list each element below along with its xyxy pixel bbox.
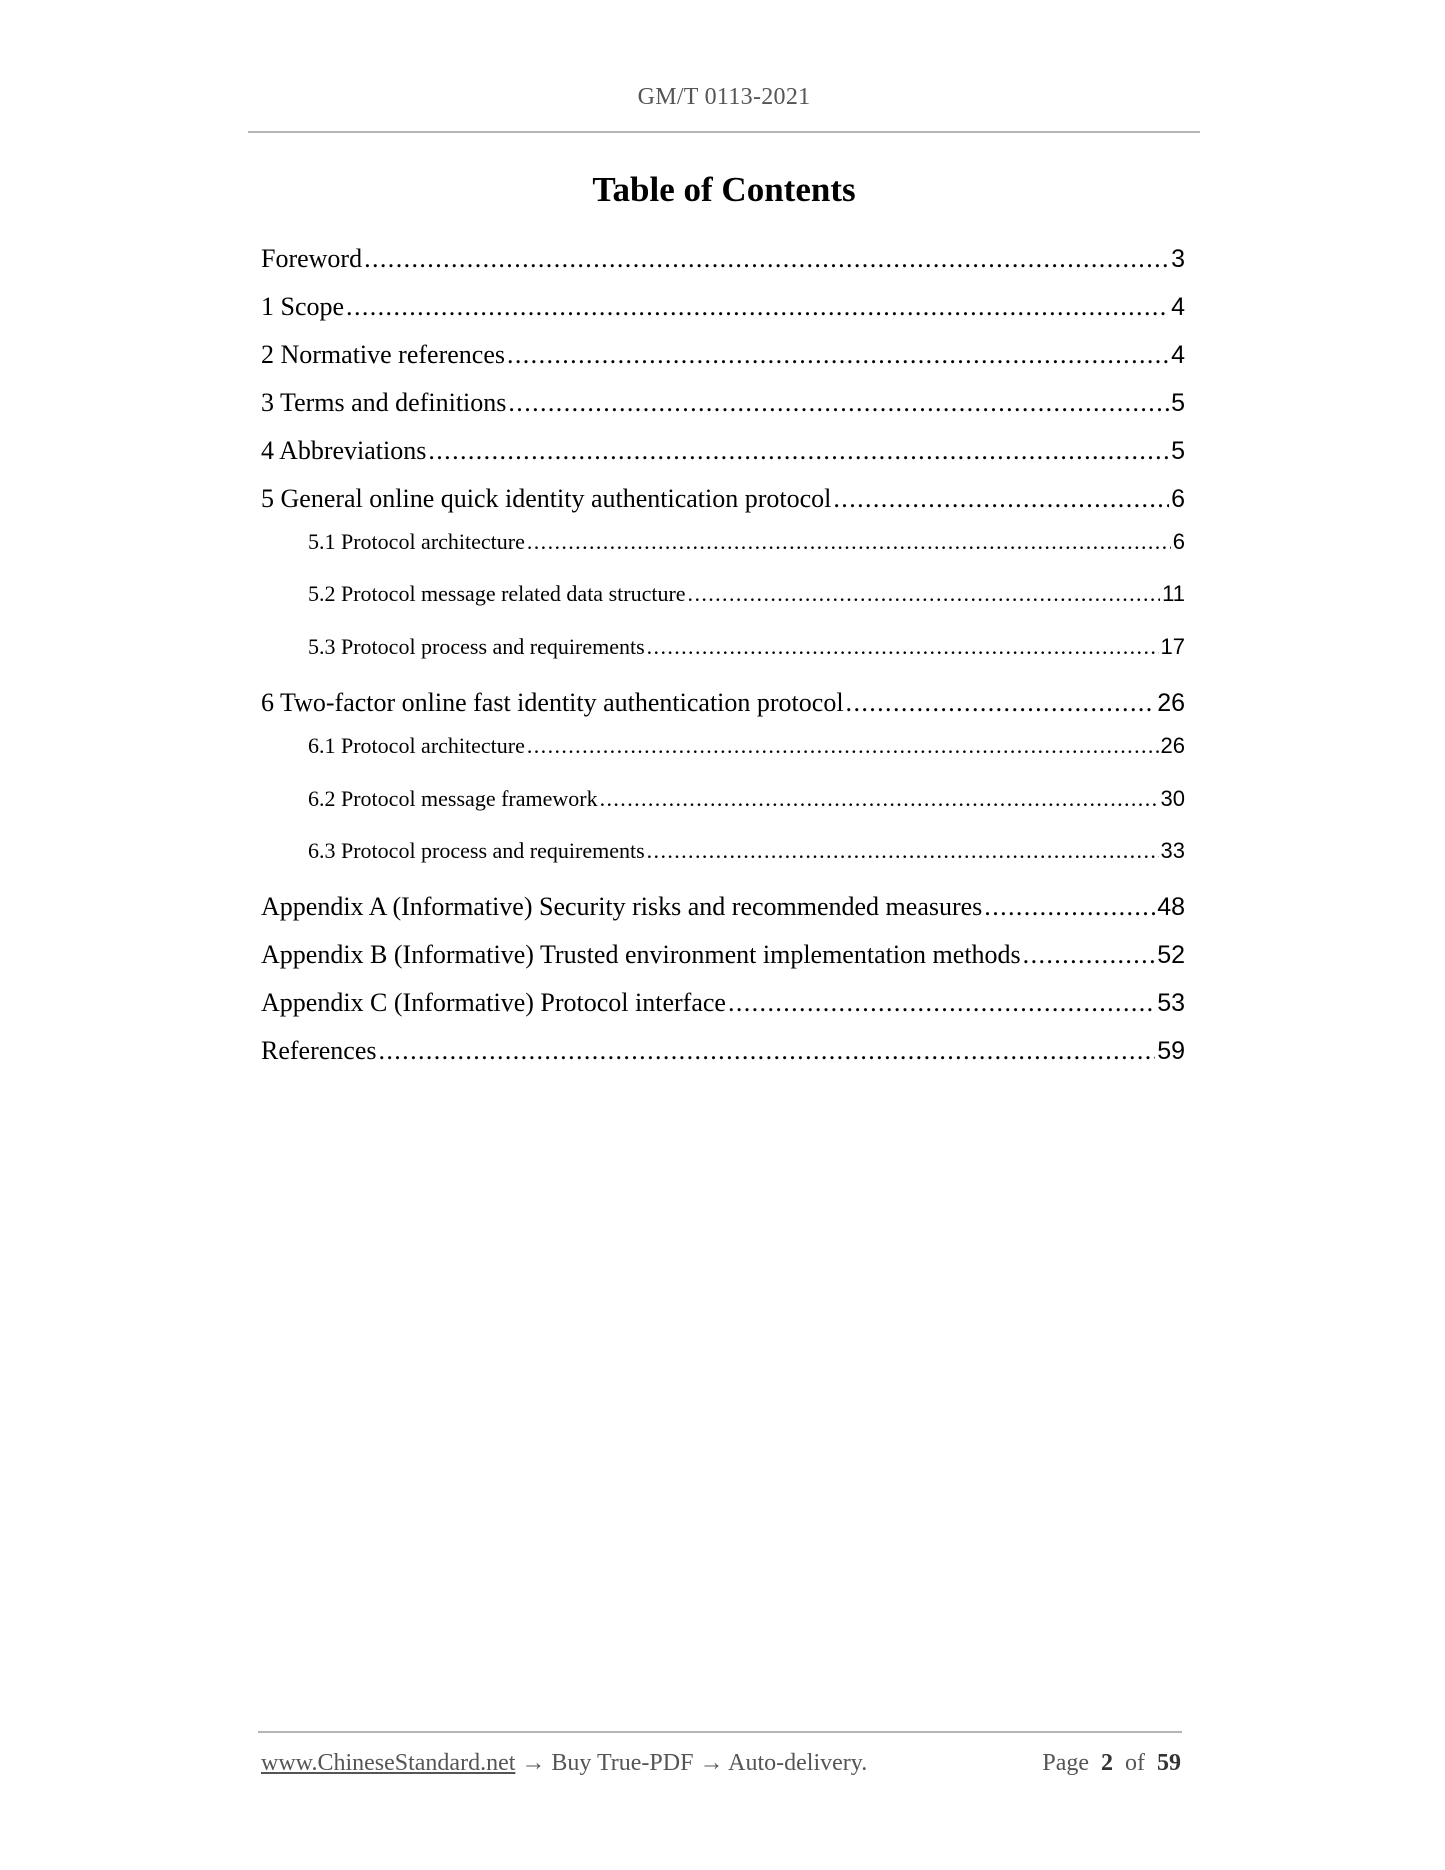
document-code-header: GM/T 0113-2021 bbox=[637, 84, 811, 110]
toc-page-number: 6 bbox=[1171, 485, 1185, 513]
toc-page-number: 53 bbox=[1157, 989, 1185, 1017]
toc-leader-dots bbox=[728, 988, 1155, 1018]
page-counter bbox=[1042, 1750, 1181, 1777]
toc-page-number: 6 bbox=[1172, 529, 1185, 554]
toc-page-number: 59 bbox=[1157, 1037, 1185, 1065]
toc-entry-references[interactable] bbox=[261, 1036, 1185, 1072]
toc-entry-label: 5 General online quick identity authentication protocol bbox=[261, 484, 832, 513]
toc-leader-dots bbox=[527, 733, 1159, 759]
toc-entry-scope[interactable] bbox=[261, 292, 1185, 328]
toc-entry-abbreviations[interactable] bbox=[261, 436, 1185, 472]
toc-leader-dots bbox=[647, 634, 1159, 660]
toc-entry-terms-and-definitions[interactable] bbox=[261, 388, 1185, 424]
toc-page-number: 26 bbox=[1157, 689, 1185, 717]
toc-leader-dots bbox=[508, 388, 1169, 418]
toc-entry-section-5-1[interactable] bbox=[308, 529, 1185, 561]
toc-entry-label: Foreword bbox=[261, 244, 363, 273]
of-label: of bbox=[1125, 1750, 1145, 1776]
toc-entry-section-5-2[interactable] bbox=[308, 581, 1185, 613]
toc-entry-normative-references[interactable] bbox=[261, 340, 1185, 376]
toc-page-number: 11 bbox=[1162, 581, 1185, 606]
buy-true-pdf-text: Buy True-PDF bbox=[551, 1750, 694, 1776]
toc-leader-dots bbox=[688, 581, 1161, 607]
toc-entry-section-6[interactable] bbox=[261, 688, 1185, 724]
toc-leader-dots bbox=[833, 484, 1169, 514]
arrow-right-icon: → bbox=[699, 1750, 724, 1776]
toc-leader-dots bbox=[846, 688, 1156, 718]
toc-leader-dots bbox=[984, 892, 1155, 922]
toc-entry-label: References bbox=[261, 1036, 377, 1065]
toc-page-number: 30 bbox=[1160, 786, 1185, 811]
toc-entry-label: Appendix C (Informative) Protocol interface bbox=[261, 988, 726, 1017]
toc-page-number: 5 bbox=[1171, 389, 1185, 417]
toc-entry-section-6-2[interactable] bbox=[308, 786, 1185, 818]
toc-entry-section-6-3[interactable] bbox=[308, 838, 1185, 870]
toc-leader-dots bbox=[428, 436, 1169, 466]
toc-page-number: 3 bbox=[1171, 245, 1185, 273]
toc-entry-label: 6.2 Protocol message framework bbox=[308, 786, 598, 811]
toc-page-number: 5 bbox=[1171, 437, 1185, 465]
toc-entry-appendix-a[interactable] bbox=[261, 892, 1185, 928]
toc-entry-appendix-c[interactable] bbox=[261, 988, 1185, 1024]
auto-delivery-text: Auto-delivery. bbox=[728, 1750, 868, 1776]
toc-entry-label: 6.1 Protocol architecture bbox=[308, 733, 525, 758]
toc-page-number: 33 bbox=[1160, 838, 1185, 863]
toc-entry-label: 1 Scope bbox=[261, 292, 345, 321]
toc-leader-dots bbox=[378, 1036, 1155, 1066]
toc-entry-label: 4 Abbreviations bbox=[261, 436, 427, 465]
toc-leader-dots bbox=[1023, 940, 1156, 970]
toc-leader-dots bbox=[364, 244, 1169, 274]
site-link[interactable]: www.ChineseStandard.net bbox=[261, 1750, 516, 1776]
total-pages-number: 59 bbox=[1157, 1750, 1181, 1776]
toc-leader-dots bbox=[346, 292, 1169, 322]
toc-page-number: 17 bbox=[1160, 634, 1185, 659]
toc-page-number: 52 bbox=[1157, 941, 1185, 969]
page-title: Table of Contents bbox=[592, 170, 856, 209]
toc-entry-label: 2 Normative references bbox=[261, 340, 505, 369]
toc-page-number: 48 bbox=[1157, 893, 1185, 921]
toc-leader-dots bbox=[507, 340, 1169, 370]
toc-entry-label: 5.2 Protocol message related data structure bbox=[308, 581, 686, 606]
toc-page-number: 4 bbox=[1171, 341, 1185, 369]
toc-leader-dots bbox=[600, 786, 1159, 812]
footer-divider bbox=[258, 1731, 1182, 1733]
toc-page-number: 26 bbox=[1160, 733, 1185, 758]
toc-entry-label: Appendix B (Informative) Trusted environment implementation methods bbox=[261, 940, 1021, 969]
current-page-number: 2 bbox=[1101, 1750, 1113, 1776]
toc-entry-label: 6 Two-factor online fast identity authentication protocol bbox=[261, 688, 844, 717]
toc-page-number: 4 bbox=[1171, 293, 1185, 321]
toc-entry-label: Appendix A (Informative) Security risks and recommended measures bbox=[261, 892, 983, 921]
toc-entry-appendix-b[interactable] bbox=[261, 940, 1185, 976]
toc-leader-dots bbox=[527, 529, 1171, 555]
toc-entry-section-6-1[interactable] bbox=[308, 733, 1185, 765]
toc-entry-label: 6.3 Protocol process and requirements bbox=[308, 838, 645, 863]
toc-entry-label: 5.1 Protocol architecture bbox=[308, 529, 525, 554]
toc-entry-section-5[interactable] bbox=[261, 484, 1185, 520]
toc-entry-section-5-3[interactable] bbox=[308, 634, 1185, 666]
page-label: Page bbox=[1042, 1750, 1089, 1776]
arrow-right-icon: → bbox=[521, 1750, 546, 1776]
footer-promo bbox=[261, 1750, 867, 1777]
toc-entry-label: 5.3 Protocol process and requirements bbox=[308, 634, 645, 659]
toc-entry-label: 3 Terms and definitions bbox=[261, 388, 507, 417]
toc-entry-foreword[interactable] bbox=[261, 244, 1185, 280]
toc-leader-dots bbox=[647, 838, 1159, 864]
